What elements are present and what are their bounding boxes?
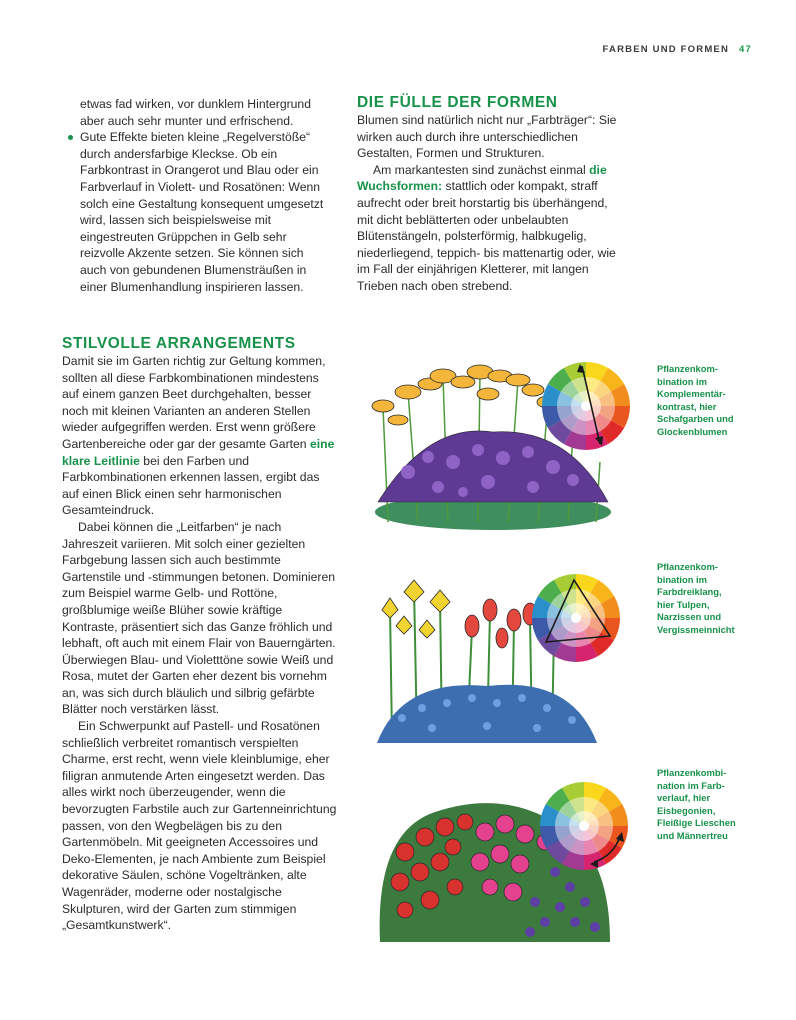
running-header xyxy=(603,44,752,55)
caption-gradient xyxy=(657,767,736,843)
p2-text-b: stattlich oder kompakt, straff aufrecht oder breit horstartig bis überhängend, mit dicht beblätterten oder unbelaubten Blütenstängeln, polsterförmig, halbkugelig, niederliegend, teppich- bis mattenartig oder, wie im Fall der einjährigen Kletterer, mit langen Trieben nach oben strebend. xyxy=(357,179,616,293)
caption-line: Fleißige Lieschen xyxy=(657,817,736,829)
left-main-text xyxy=(62,334,338,934)
caption-line: Schafgarben und xyxy=(657,413,734,425)
p1-text-a: Damit sie im Garten richtig zur Geltung kommen, sollten all diese Farbkombinationen mindestens auf einem ganzen Beet durchgehalten, besser noch mit kleinen Varianten an anderen Stellen wieder aufgegriffen werden. Erst wenn größere Gartenbereiche oder gar der gesamte Garten xyxy=(62,354,326,451)
caption-line: Vergissmeinnicht xyxy=(657,623,735,635)
caption-line: Pflanzenkom- xyxy=(657,561,718,572)
highlight-leitlinie: eine klare Leitlinie xyxy=(62,436,335,468)
color-wheel-gradient xyxy=(536,778,632,874)
page-number: 47 xyxy=(739,44,752,55)
caption-line: hier Tulpen, xyxy=(657,598,710,610)
continuation-line-1: etwas fad wirken, vor dunklem Hintergrund xyxy=(80,97,311,111)
caption-line: kontrast, hier xyxy=(657,400,717,412)
heading-arrangements: STILVOLLE ARRANGEMENTS xyxy=(62,335,296,352)
left-top-text xyxy=(80,96,332,295)
color-wheel-complementary xyxy=(538,358,634,454)
heading-formen: DIE FÜLLE DER FORMEN xyxy=(357,94,558,111)
caption-line: verlauf, hier xyxy=(657,792,711,804)
arrangements-paragraph-3: Ein Schwerpunkt auf Pastell- und Rosatönen schließlich verbreitet romantisch verspielten Charme, erst recht, wenn viele kleinblumige, eher filigran anmutende Arten eingesetzt werden. Das alles wirkt noch überzeugender, wenn die bevorzugten Farbstile auch zur Gartenneinrichtung passen, von den Wegbelägen bis zu den Gartenmöbeln. Mit geeigneten Accessoires und Deko-Elementen, je nach Ambiente zum Beispiel dekorative Säulen, schöne Vogeltränken, alte Wagenräder, moderne oder nostalgische Skulpturen, wird der Garten zum stimmigen „Gesamtkunstwerk“. xyxy=(62,719,337,933)
formen-paragraph-2 xyxy=(357,162,625,295)
caption-line: und Männertreu xyxy=(657,829,728,841)
caption-triad xyxy=(657,561,735,637)
formen-paragraph-1: Blumen sind natürlich nicht nur „Farbträger“: Sie wirken auch durch ihre unterschiedlichen Gestalten, Formen und Strukturen. xyxy=(357,113,617,161)
p1-text-b: bei den Farben und Farbkombinationen erkennen lassen, ergibt das auf einen Blick einen sehr harmonischen Gesamteindruck. xyxy=(62,453,320,518)
caption-line: Narzissen und xyxy=(657,611,722,623)
arrangements-paragraph-2: Dabei können die „Leitfarben“ je nach Jahreszeit variieren. Mit solch einer gezielten Farbgebung lassen sich auch bestimmte Gartenstile und -stimmungen betonen. Dominieren zum Beispiel warme Gelb- und Rottöne, großblumige weiße Blüher sowie kräftige Kontraste, präsentiert sich das Ganze fröhlich und lebhaft, oft auch mit einem Flair von Bauerngärten. Überwiegen Blau- und Violetttöne sowie Weiß und Rosa, mutet der Garten eher dezent bis vornehm an, was sich durch bläulich und silbrig gefärbte Blätter noch verstärken lässt. xyxy=(62,519,336,717)
arrangements-paragraph-1 xyxy=(62,353,338,519)
caption-complementary xyxy=(657,363,734,439)
caption-line: Glockenblumen xyxy=(657,425,728,437)
bullet-paragraph: Gute Effekte bieten kleine „Regelverstöße“ durch andersfarbige Kleckse. Ob ein Farbkontrast in Orangerot und Blau oder ein Farbverlauf in Violett- und Rosatönen: Wenn solch eine Gestaltung konsequent umgesetzt wird, lassen sich beispielsweise mit eingestreuten Grüppchen in Gelb sehr reizvolle Akzente setzen. Sie können sich auch von gebundenen Blumensträußen in einer Blumenhandlung inspirieren lassen. xyxy=(80,129,332,295)
right-top-text xyxy=(357,93,625,295)
caption-line: Eisbegonien, xyxy=(657,804,716,816)
caption-line: Pflanzenkombi- xyxy=(657,767,727,778)
caption-line: Pflanzenkom- xyxy=(657,363,718,374)
color-wheel-triad xyxy=(528,570,624,666)
p2-text-a: Am markantesten sind zunächst einmal xyxy=(373,162,586,177)
section-title: FARBEN UND FORMEN xyxy=(602,44,730,55)
continuation-line-2: aber auch sehr munter und erfrischend. xyxy=(80,113,294,128)
caption-line: Farbdreiklang, xyxy=(657,586,722,598)
caption-line: bination im xyxy=(657,375,707,387)
caption-line: Komplementär- xyxy=(657,388,726,400)
caption-line: nation im Farb- xyxy=(657,779,725,791)
caption-line: bination im xyxy=(657,573,707,585)
highlight-wuchsformen: die Wuchsformen: xyxy=(357,162,607,194)
